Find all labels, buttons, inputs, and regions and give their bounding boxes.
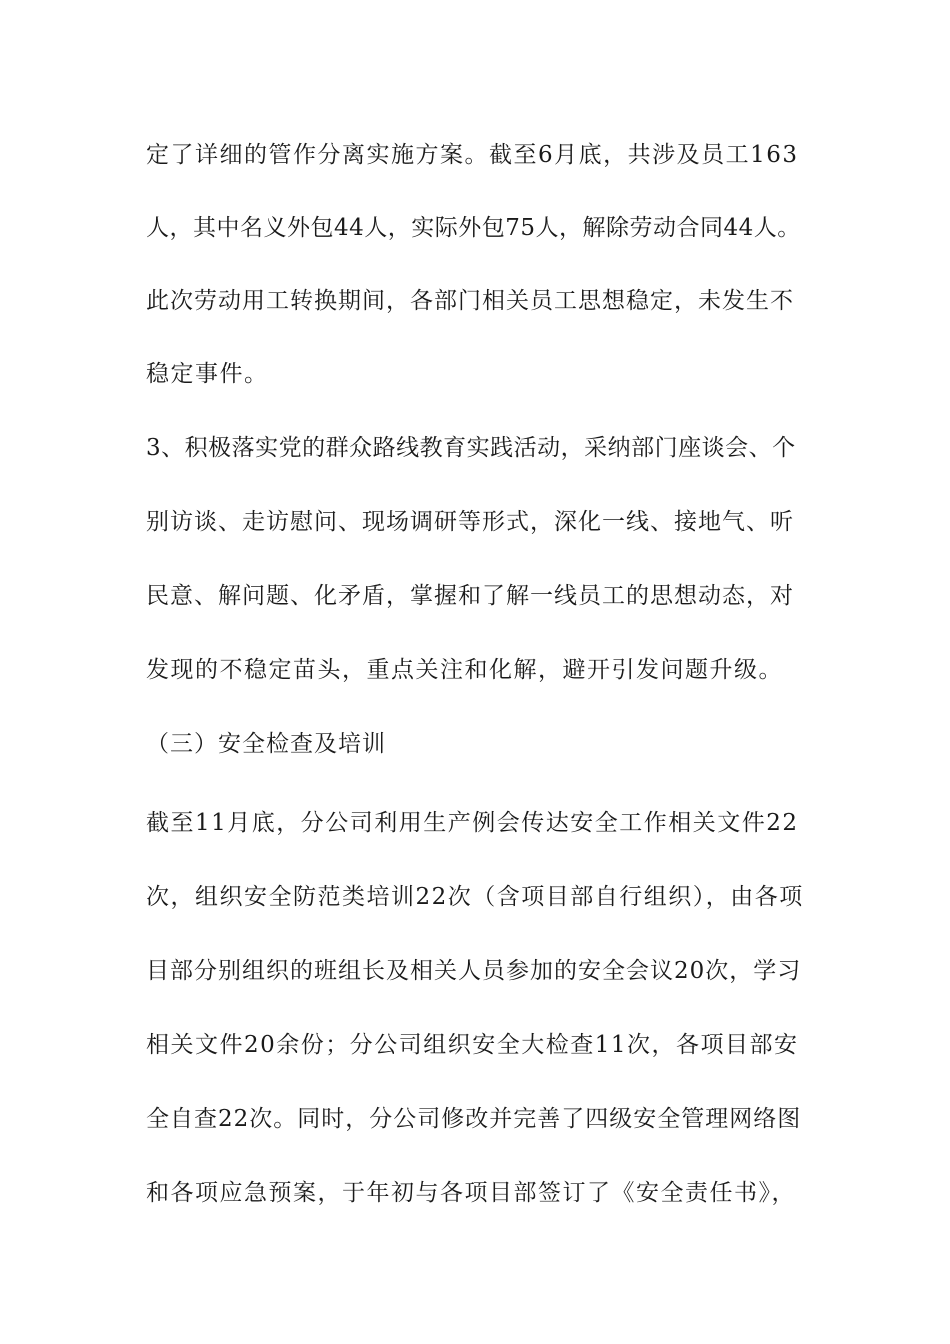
paragraph-line: 目部分别组织的班组长及相关人员参加的安全会议20次，学习 xyxy=(146,958,802,984)
paragraph-line: 此次劳动用工转换期间，各部门相关员工思想稳定，未发生不 xyxy=(146,288,794,314)
paragraph-line: 相关文件20余份；分公司组织安全大检查11次，各项目部安 xyxy=(146,1032,799,1058)
paragraph-line: 稳定事件。 xyxy=(146,361,269,387)
paragraph-line: 截至11月底，分公司利用生产例会传达安全工作相关文件22 xyxy=(146,810,799,836)
section-heading: （三）安全检查及培训 xyxy=(146,731,386,757)
paragraph-line: 发现的不稳定苗头，重点关注和化解，避开引发问题升级。 xyxy=(146,657,783,683)
paragraph-line: 和各项应急预案，于年初与各项目部签订了《安全责任书》， xyxy=(146,1180,796,1206)
paragraph-line: 民意、解问题、化矛盾，掌握和了解一线员工的思想动态，对 xyxy=(146,583,794,609)
paragraph-line: 全自查22次。同时，分公司修改并完善了四级安全管理网络图 xyxy=(146,1106,802,1132)
paragraph-line: 次，组织安全防范类培训22次（含项目部自行组织），由各项 xyxy=(146,884,804,910)
paragraph-line: 人，其中名义外包44人，实际外包75人，解除劳动合同44人。 xyxy=(146,215,801,241)
paragraph-line: 别访谈、走访慰问、现场调研等形式，深化一线、接地气、听 xyxy=(146,509,794,535)
paragraph-line: 定了详细的管作分离实施方案。截至6月底，共涉及员工163 xyxy=(146,142,799,168)
paragraph-line: 3、积极落实党的群众路线教育实践活动，采纳部门座谈会、个 xyxy=(146,435,796,461)
